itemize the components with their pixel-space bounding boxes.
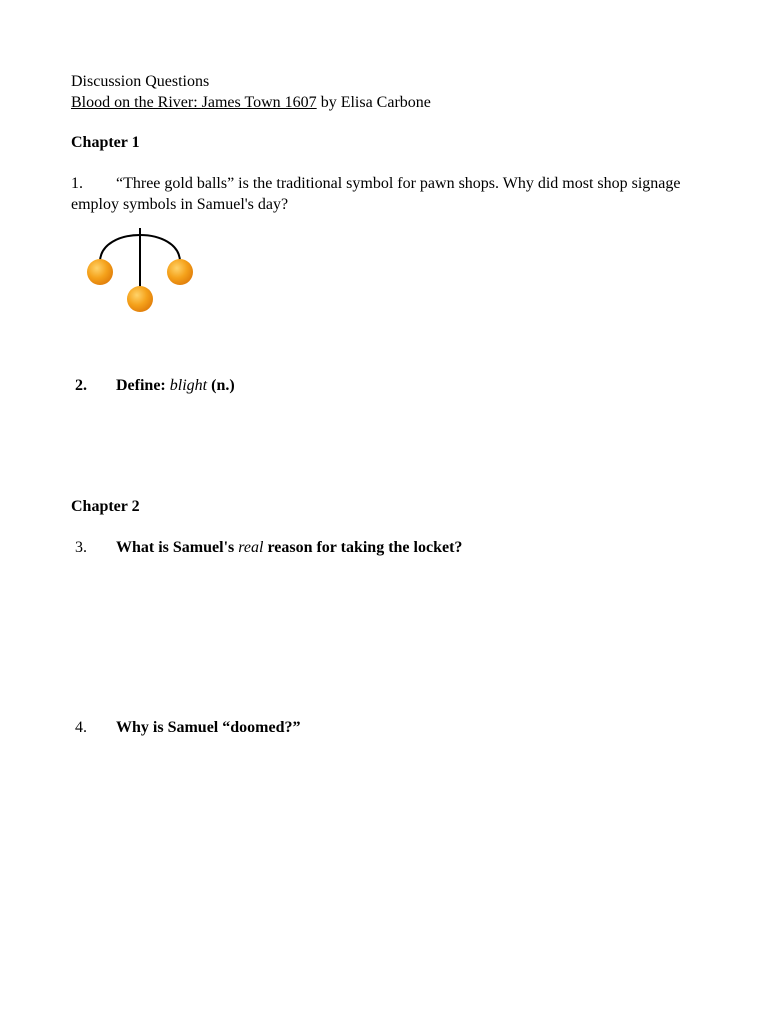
question-suffix: (n.)	[207, 377, 235, 394]
question-text: Why is Samuel “doomed?”	[116, 719, 301, 736]
chapter-1-heading: Chapter 1	[71, 134, 140, 151]
emphasized-word: real	[238, 539, 264, 556]
question-prefix: What is Samuel's	[116, 539, 239, 556]
gold-ball-right	[167, 259, 193, 285]
question-4	[75, 717, 300, 738]
question-prefix: Define:	[116, 377, 170, 394]
question-2	[75, 375, 235, 396]
document-header	[71, 71, 431, 113]
question-1	[71, 173, 691, 215]
question-number: 2.	[75, 377, 87, 394]
chapter-2-heading: Chapter 2	[71, 498, 140, 515]
gold-ball-left	[87, 259, 113, 285]
question-3	[75, 537, 462, 558]
question-suffix: reason for taking the locket?	[263, 539, 463, 556]
book-citation	[71, 92, 431, 113]
defined-term: blight	[169, 377, 208, 394]
book-title: Blood on the River: James Town 1607	[71, 94, 317, 111]
question-number: 4.	[75, 719, 87, 736]
question-number: 1.	[71, 175, 83, 192]
pawn-shop-three-balls-icon	[80, 222, 200, 316]
author-text: by Elisa Carbone	[316, 94, 431, 111]
gold-ball-center	[127, 286, 153, 312]
question-number: 3.	[75, 539, 87, 556]
question-text: “Three gold balls” is the traditional symbol for pawn shops. Why did most shop signage employ symbols in Samuel's day?	[71, 175, 681, 213]
header-title: Discussion Questions	[71, 73, 210, 90]
